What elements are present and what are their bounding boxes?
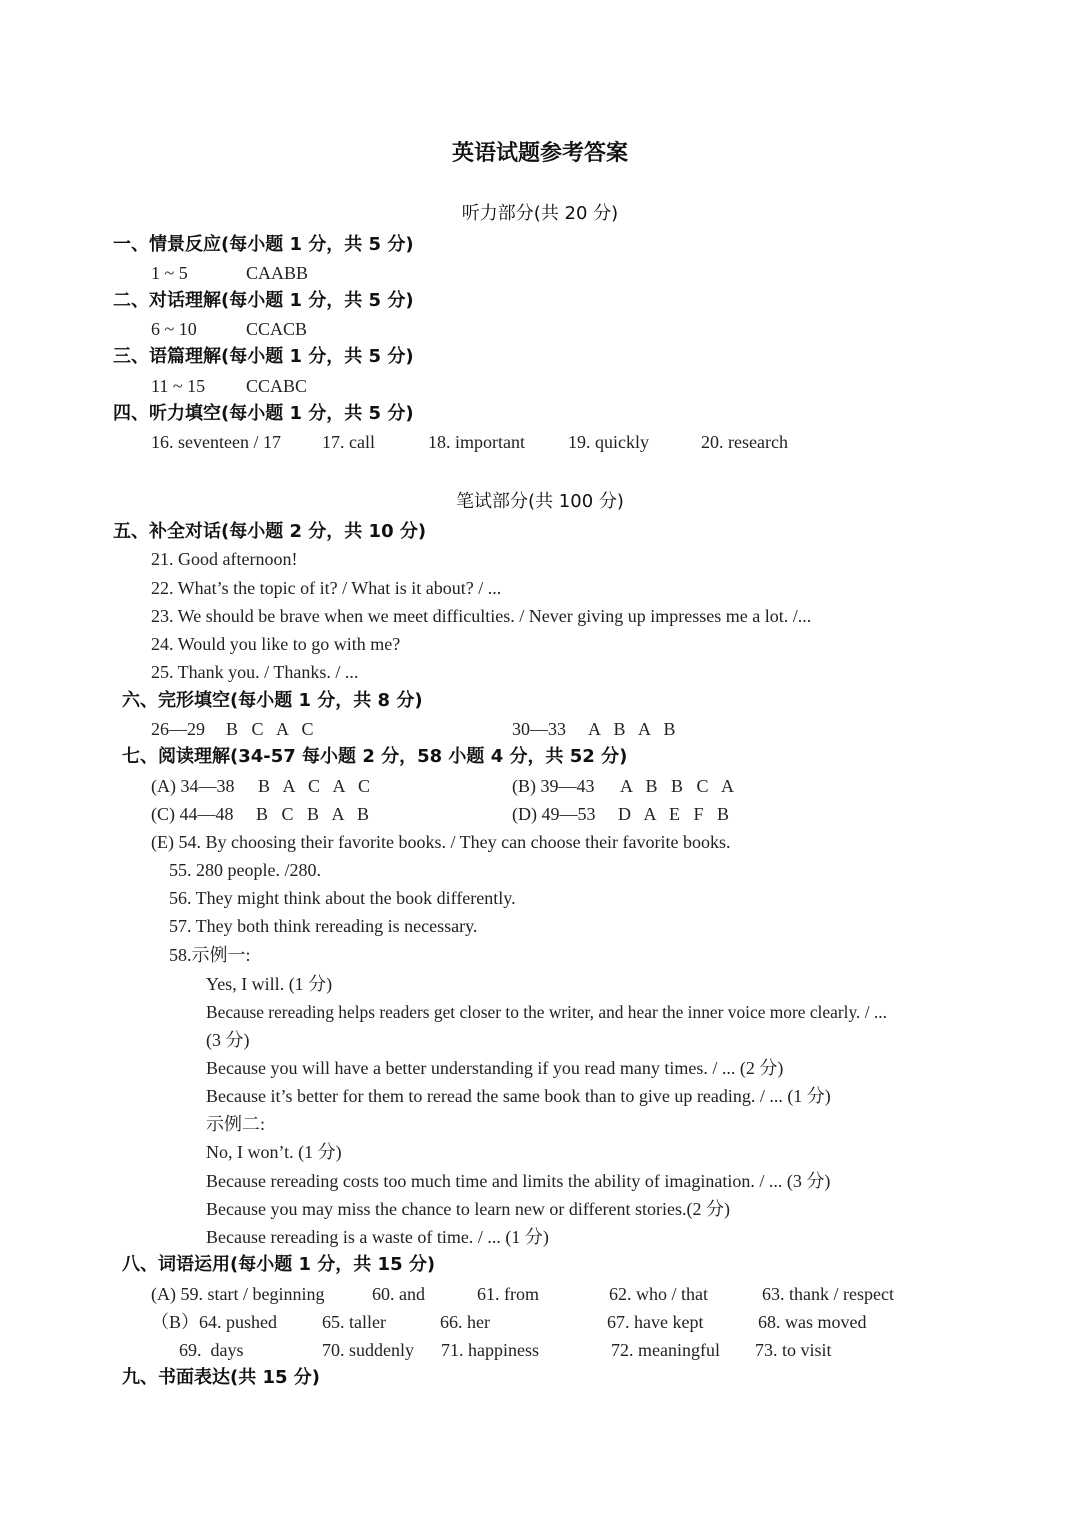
answer-item: 23. We should be brave when we meet difficulties. / Never giving up impresses me a lot. /...: [151, 606, 812, 626]
answer-item: （B）64. pushed: [151, 1312, 277, 1332]
section-9-heading: 九、书面表达(共 15 分): [122, 1367, 321, 1388]
document-title: 英语试题参考答案: [451, 141, 628, 166]
section-2-range: 6 ~ 10: [151, 319, 197, 339]
answer-item: 72. meaningful: [611, 1340, 720, 1360]
reading-range: (B) 39—43: [512, 776, 595, 796]
answer-item: 25. Thank you. / Thanks. / ...: [151, 662, 359, 682]
answer-item: 69. days: [179, 1340, 244, 1360]
reading-answers: B A C A C: [258, 776, 371, 796]
reading-range: (D) 49—53: [512, 804, 596, 824]
answer-item: 22. What’s the topic of it? / What is it about? / ...: [151, 578, 502, 598]
reading-answers: A B B C A: [620, 776, 735, 796]
section-1-heading: 一、情景反应(每小题 1 分，共 5 分): [113, 234, 414, 255]
section-1-range: 1 ~ 5: [151, 263, 188, 283]
answer-item: 62. who / that: [609, 1284, 708, 1304]
cloze-answers-b: A B A B: [588, 719, 676, 739]
example-line: Because you may miss the chance to learn new or different stories.(2 分): [206, 1199, 730, 1219]
answer-item: 70. suddenly: [322, 1340, 414, 1360]
section-3-range: 11 ~ 15: [151, 376, 206, 396]
example-line: (3 分): [206, 1030, 250, 1050]
listening-heading: 听力部分(共 20 分): [461, 203, 619, 224]
cloze-range-b: 30—33: [512, 719, 566, 739]
section-3-heading: 三、语篇理解(每小题 1 分，共 5 分): [113, 346, 414, 367]
answer-item: 21. Good afternoon!: [151, 549, 298, 569]
answer-item: 17. call: [322, 432, 375, 452]
answer-item: 63. thank / respect: [762, 1284, 894, 1304]
example-line: Because it’s better for them to reread the same book than to give up reading. / ... (1 分): [206, 1086, 831, 1106]
example-line: No, I won’t. (1 分): [206, 1142, 342, 1162]
answer-item: 19. quickly: [568, 432, 649, 452]
section-6-heading: 六、完形填空(每小题 1 分，共 8 分): [122, 690, 423, 711]
answer-item: 65. taller: [322, 1312, 386, 1332]
section-4-heading: 四、听力填空(每小题 1 分，共 5 分): [113, 403, 414, 424]
answer-item: 24. Would you like to go with me?: [151, 634, 401, 654]
reading-range: (A) 34—38: [151, 776, 235, 796]
answer-item: (A) 59. start / beginning: [151, 1284, 325, 1304]
section-7-heading: 七、阅读理解(34-57 每小题 2 分，58 小题 4 分，共 52 分): [122, 746, 628, 767]
answer-item: 61. from: [477, 1284, 539, 1304]
reading-answers: D A E F B: [618, 804, 730, 824]
example-line: Because you will have a better understanding if you read many times. / ... (2 分): [206, 1058, 784, 1078]
example-line: Because rereading helps readers get closer to the writer, and hear the inner voice more clearly. / ...: [206, 1002, 887, 1022]
reading-answers: B C B A B: [256, 804, 370, 824]
example-label: 58.示例一:: [169, 945, 251, 965]
answer-item: 68. was moved: [758, 1312, 867, 1332]
example-line: Yes, I will. (1 分): [206, 974, 333, 994]
section-2-heading: 二、对话理解(每小题 1 分，共 5 分): [113, 290, 414, 311]
answer-item: 16. seventeen / 17: [151, 432, 281, 452]
answer-item: 60. and: [372, 1284, 425, 1304]
section-5-heading: 五、补全对话(每小题 2 分，共 10 分): [113, 521, 427, 542]
answer-item: 57. They both think rereading is necessary.: [169, 916, 478, 936]
answer-item: 56. They might think about the book differently.: [169, 888, 516, 908]
answer-item: 20. research: [701, 432, 788, 452]
section-2-answers: CCACB: [246, 319, 308, 339]
section-8-heading: 八、词语运用(每小题 1 分，共 15 分): [122, 1254, 436, 1275]
section-3-answers: CCABC: [246, 376, 308, 396]
cloze-answers-a: B C A C: [226, 719, 314, 739]
answer-item: 66. her: [440, 1312, 490, 1332]
cloze-range-a: 26—29: [151, 719, 205, 739]
example-line: Because rereading is a waste of time. / ... (1 分): [206, 1227, 549, 1247]
answer-item: 71. happiness: [441, 1340, 539, 1360]
answer-item: 67. have kept: [607, 1312, 704, 1332]
reading-range: (C) 44—48: [151, 804, 234, 824]
writing-heading: 笔试部分(共 100 分): [456, 491, 624, 512]
example-label: 示例二:: [206, 1114, 266, 1134]
section-1-answers: CAABB: [246, 263, 309, 283]
answer-item: 18. important: [428, 432, 525, 452]
example-line: Because rereading costs too much time and limits the ability of imagination. / ... (3 分): [206, 1171, 831, 1191]
answer-item: (E) 54. By choosing their favorite books. / They can choose their favorite books.: [151, 832, 731, 852]
answer-item: 55. 280 people. /280.: [169, 860, 321, 880]
answer-item: 73. to visit: [755, 1340, 832, 1360]
